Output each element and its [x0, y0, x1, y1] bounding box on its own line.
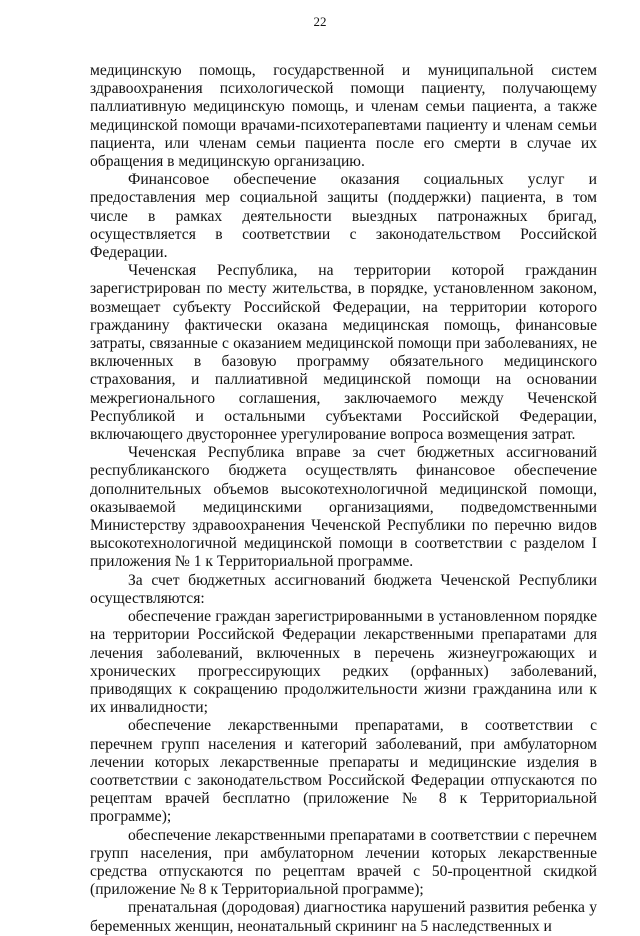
page-number: 22 [313, 14, 327, 29]
paragraph-orphan-diseases-drugs: обеспечение граждан зарегистрированными в установленном порядке на территории Российской Федерации лекарственными препаратами для лечения заболеваний, включенных в перечень жизнеугрожающих и хронических прогрессирующих редких (орфанных) заболеваний, приводящих к сокращению продолжительности жизни гражданина или к их инвалидности; [90, 608, 597, 717]
paragraph-free-prescription-drugs: обеспечение лекарственными препаратами, в соответствии с перечнем групп населения и категорий заболеваний, при амбулаторном лечении которых лекарственные препараты и медицинские изделия в соответствии с законодательством Российской Федерации отпускаются по рецептам врачей бесплатно (приложение № 8 к Территориальной программе); [90, 717, 597, 826]
paragraph-continuation: медицинскую помощь, государственной и муниципальной систем здравоохранения психологической помощи пациенту, получающему паллиативную медицинскую помощь, и членам семьи пациента, а также медицинской помощи врачами-психотерапевтами пациенту и членам семьи пациента, или членам семьи пациента после его смерти в случае их обращения в медицинскую организацию. [90, 62, 597, 171]
paragraph-interregional-reimbursement: Чеченская Республика, на территории которой гражданин зарегистрирован по месту жительства, в порядке, установленном законом, возмещает субъекту Российской Федерации, на территории которого гражданину фактически оказана медицинская помощь, финансовые затраты, связанные с оказанием медицинской помощи при заболеваниях, не включенных в базовую программу обязательного медицинского страхования, и паллиативной медицинской помощи на основании межрегионального соглашения, заключаемого между Чеченской Республикой и остальными субъектами Российской Федерации, включающего двустороннее урегулирование вопроса возмещения затрат. [90, 262, 597, 444]
paragraph-budget-allocations-intro: За счет бюджетных ассигнований бюджета Чеченской Республики осуществляются: [90, 571, 597, 607]
paragraph-social-services-funding: Финансовое обеспечение оказания социальных услуг и предоставления мер социальной защиты (поддержки) пациента, в том числе в рамках деятельности выездных патронажных бригад, осуществляется в соответствии с законодательством Российской Федерации. [90, 171, 597, 262]
paragraph-prenatal-diagnostics: пренатальная (дородовая) диагностика нарушений развития ребенка у беременных женщин, неонатальный скрининг на 5 наследственных и [90, 899, 597, 935]
paragraph-high-tech-care-funding: Чеченская Республика вправе за счет бюджетных ассигнований республиканского бюджета осуществлять финансовое обеспечение дополнительных объемов высокотехнологичной медицинской помощи, оказываемой медицинскими организациями, подведомственными Министерству здравоохранения Чеченской Республики по перечню видов высокотехнологичной медицинской помощи в соответствии с разделом I приложения № 1 к Территориальной программе. [90, 444, 597, 571]
document-body [90, 62, 597, 936]
paragraph-discount-prescription-drugs: обеспечение лекарственными препаратами в соответствии с перечнем групп населения, при амбулаторном лечении которых лекарственные средства отпускаются по рецептам врачей с 50-процентной скидкой (приложение № 8 к Территориальной программе); [90, 826, 597, 899]
